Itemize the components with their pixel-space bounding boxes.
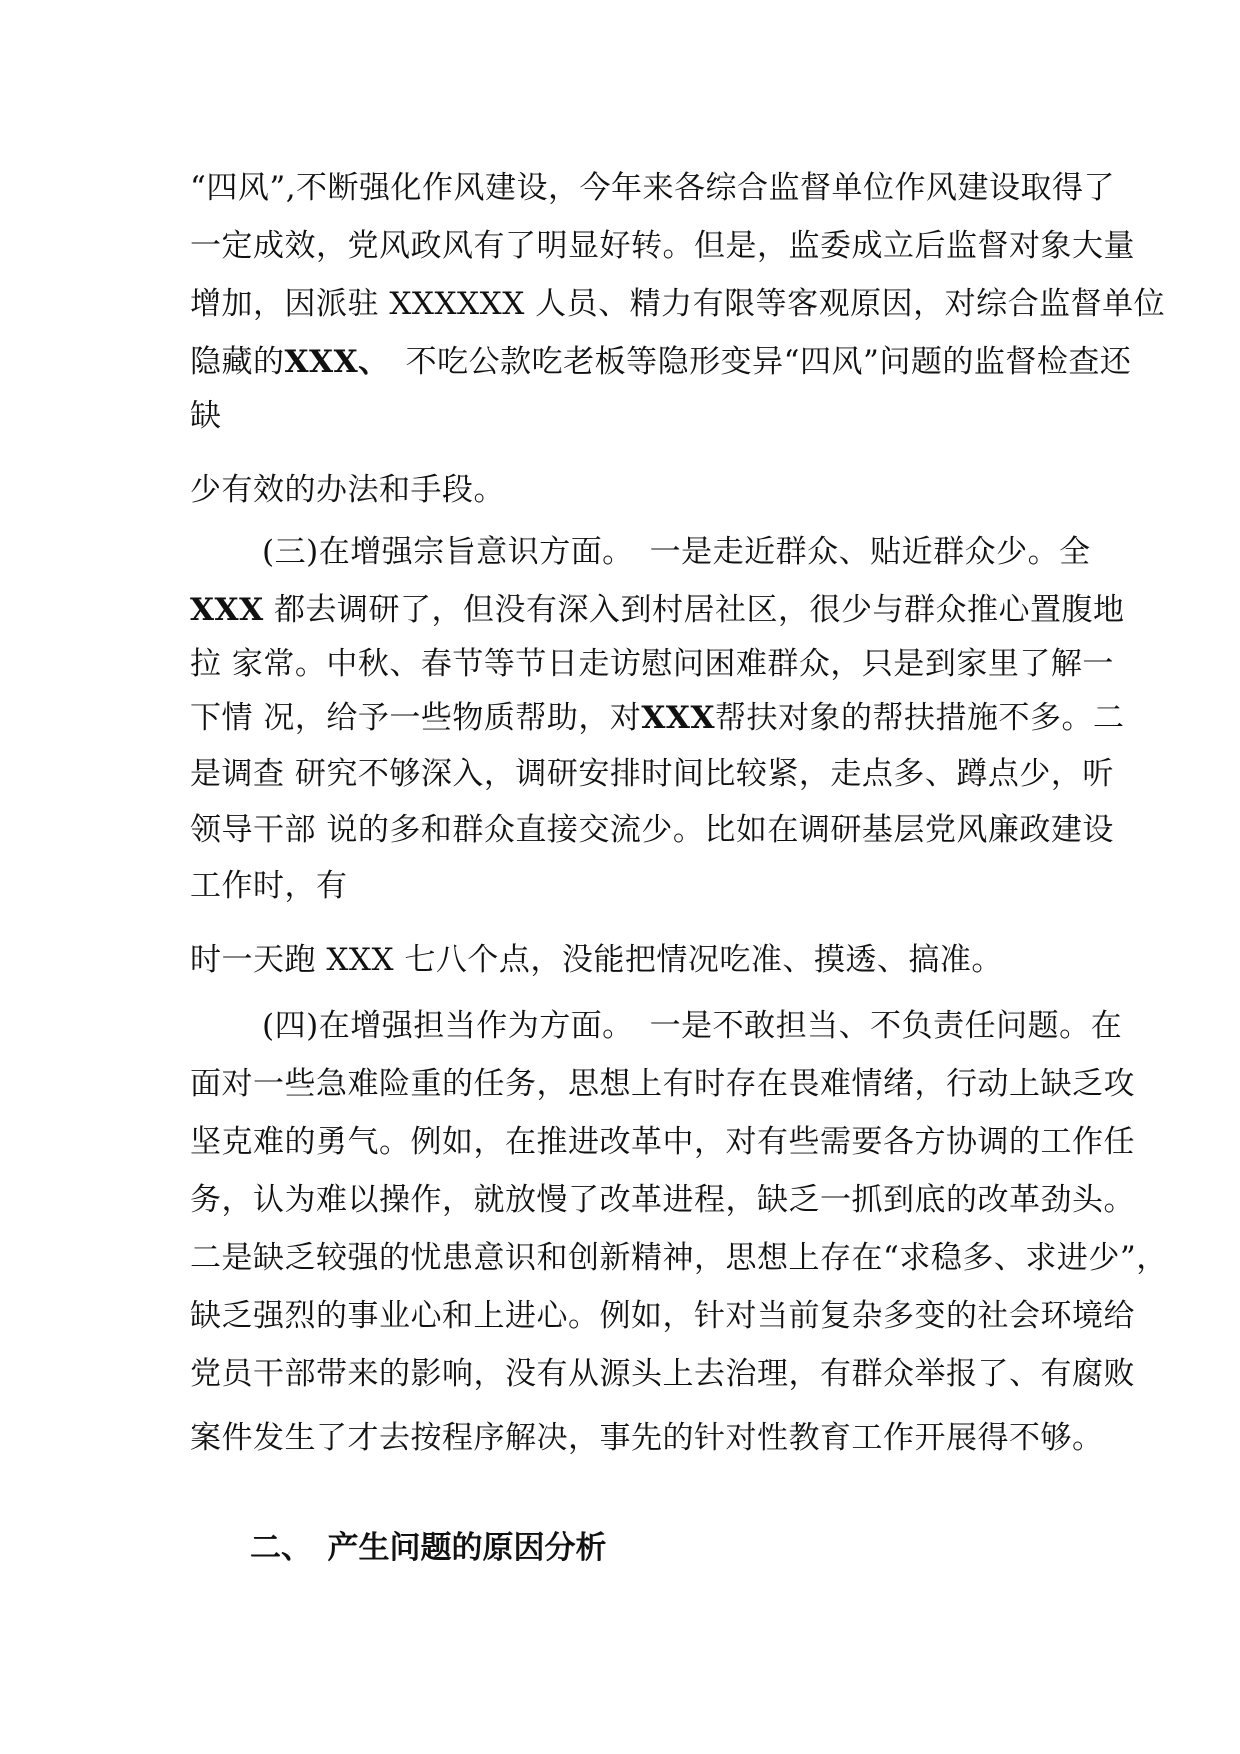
body-text-line xyxy=(190,590,1125,630)
body-text-line: 一定成效，党风政风有了明显好转。但是，监委成立后监督对象大量 xyxy=(190,228,1135,264)
body-text-line: 拉 家常。中秋、春节等节日走访慰问困难群众，只是到家里了解一 xyxy=(190,646,1114,682)
body-text-line: 二是缺乏较强的忧患意识和创新精神，思想上存在“求稳多、求进少”， xyxy=(190,1240,1168,1276)
body-text-line: 时一天跑 XXX 七八个点，没能把情况吃准、摸透、搞准。 xyxy=(190,942,1003,978)
text-span: 帮扶对象的帮扶措施不多。二 xyxy=(715,700,1125,736)
body-text-line: 面对一些急难险重的任务，思想上有时存在畏难情绪，行动上缺乏攻 xyxy=(190,1066,1135,1102)
redacted-placeholder: XXX xyxy=(641,700,716,736)
body-text-line: 坚克难的勇气。例如，在推进改革中，对有些需要各方协调的工作任 xyxy=(190,1124,1135,1160)
body-text-line: 是调查 研究不够深入，调研安排时间比较紧，走点多、蹲点少，听 xyxy=(190,756,1114,792)
body-text-line: 缺乏强烈的事业心和上进心。例如，针对当前复杂多变的社会环境给 xyxy=(190,1298,1135,1334)
body-text-line: 务，认为难以操作，就放慢了改革进程，缺乏一抓到底的改革劲头。 xyxy=(190,1182,1135,1218)
body-text-line: 增加，因派驻 XXXXXX 人员、精力有限等客观原因，对综合监督单位 xyxy=(190,286,1166,322)
section-4-first-line: (四)在增强担当作为方面。 一是不敢担当、不负责任问题。在 xyxy=(262,1008,1123,1044)
body-text-line: “四风”,不断强化作风建设，今年来各综合监督单位作风建设取得了 xyxy=(190,170,1116,206)
body-text-line: 领导干部 说的多和群众直接交流少。比如在调研基层党风廉政建设 xyxy=(190,812,1114,848)
body-text-line: 缺 xyxy=(190,398,222,434)
body-text-line: 案件发生了才去按程序解决，事先的针对性教育工作开展得不够。 xyxy=(190,1420,1104,1456)
body-text-line xyxy=(190,342,1131,382)
section-heading: 二、 产生问题的原因分析 xyxy=(250,1530,607,1566)
text-span: 下情 况，给予一些物质帮助，对 xyxy=(190,700,642,736)
body-text-line xyxy=(190,698,1125,738)
body-text-line: 党员干部带来的影响，没有从源头上去治理，有群众举报了、有腐败 xyxy=(190,1356,1135,1392)
redacted-placeholder: XXX、 xyxy=(284,344,375,380)
text-span: 都去调研了，但没有深入到村居社区，很少与群众推心置腹地 xyxy=(263,592,1125,628)
text-span: 隐藏的 xyxy=(190,344,285,380)
body-text-line: 工作时，有 xyxy=(190,868,348,904)
text-span: 不吃公款吃老板等隐形变异“四风”问题的监督检查还 xyxy=(374,344,1132,380)
body-text-line: 少有效的办法和手段。 xyxy=(190,472,505,508)
section-3-first-line: (三)在增强宗旨意识方面。 一是走近群众、贴近群众少。全 xyxy=(262,534,1091,570)
redacted-placeholder: XXX xyxy=(190,592,264,628)
